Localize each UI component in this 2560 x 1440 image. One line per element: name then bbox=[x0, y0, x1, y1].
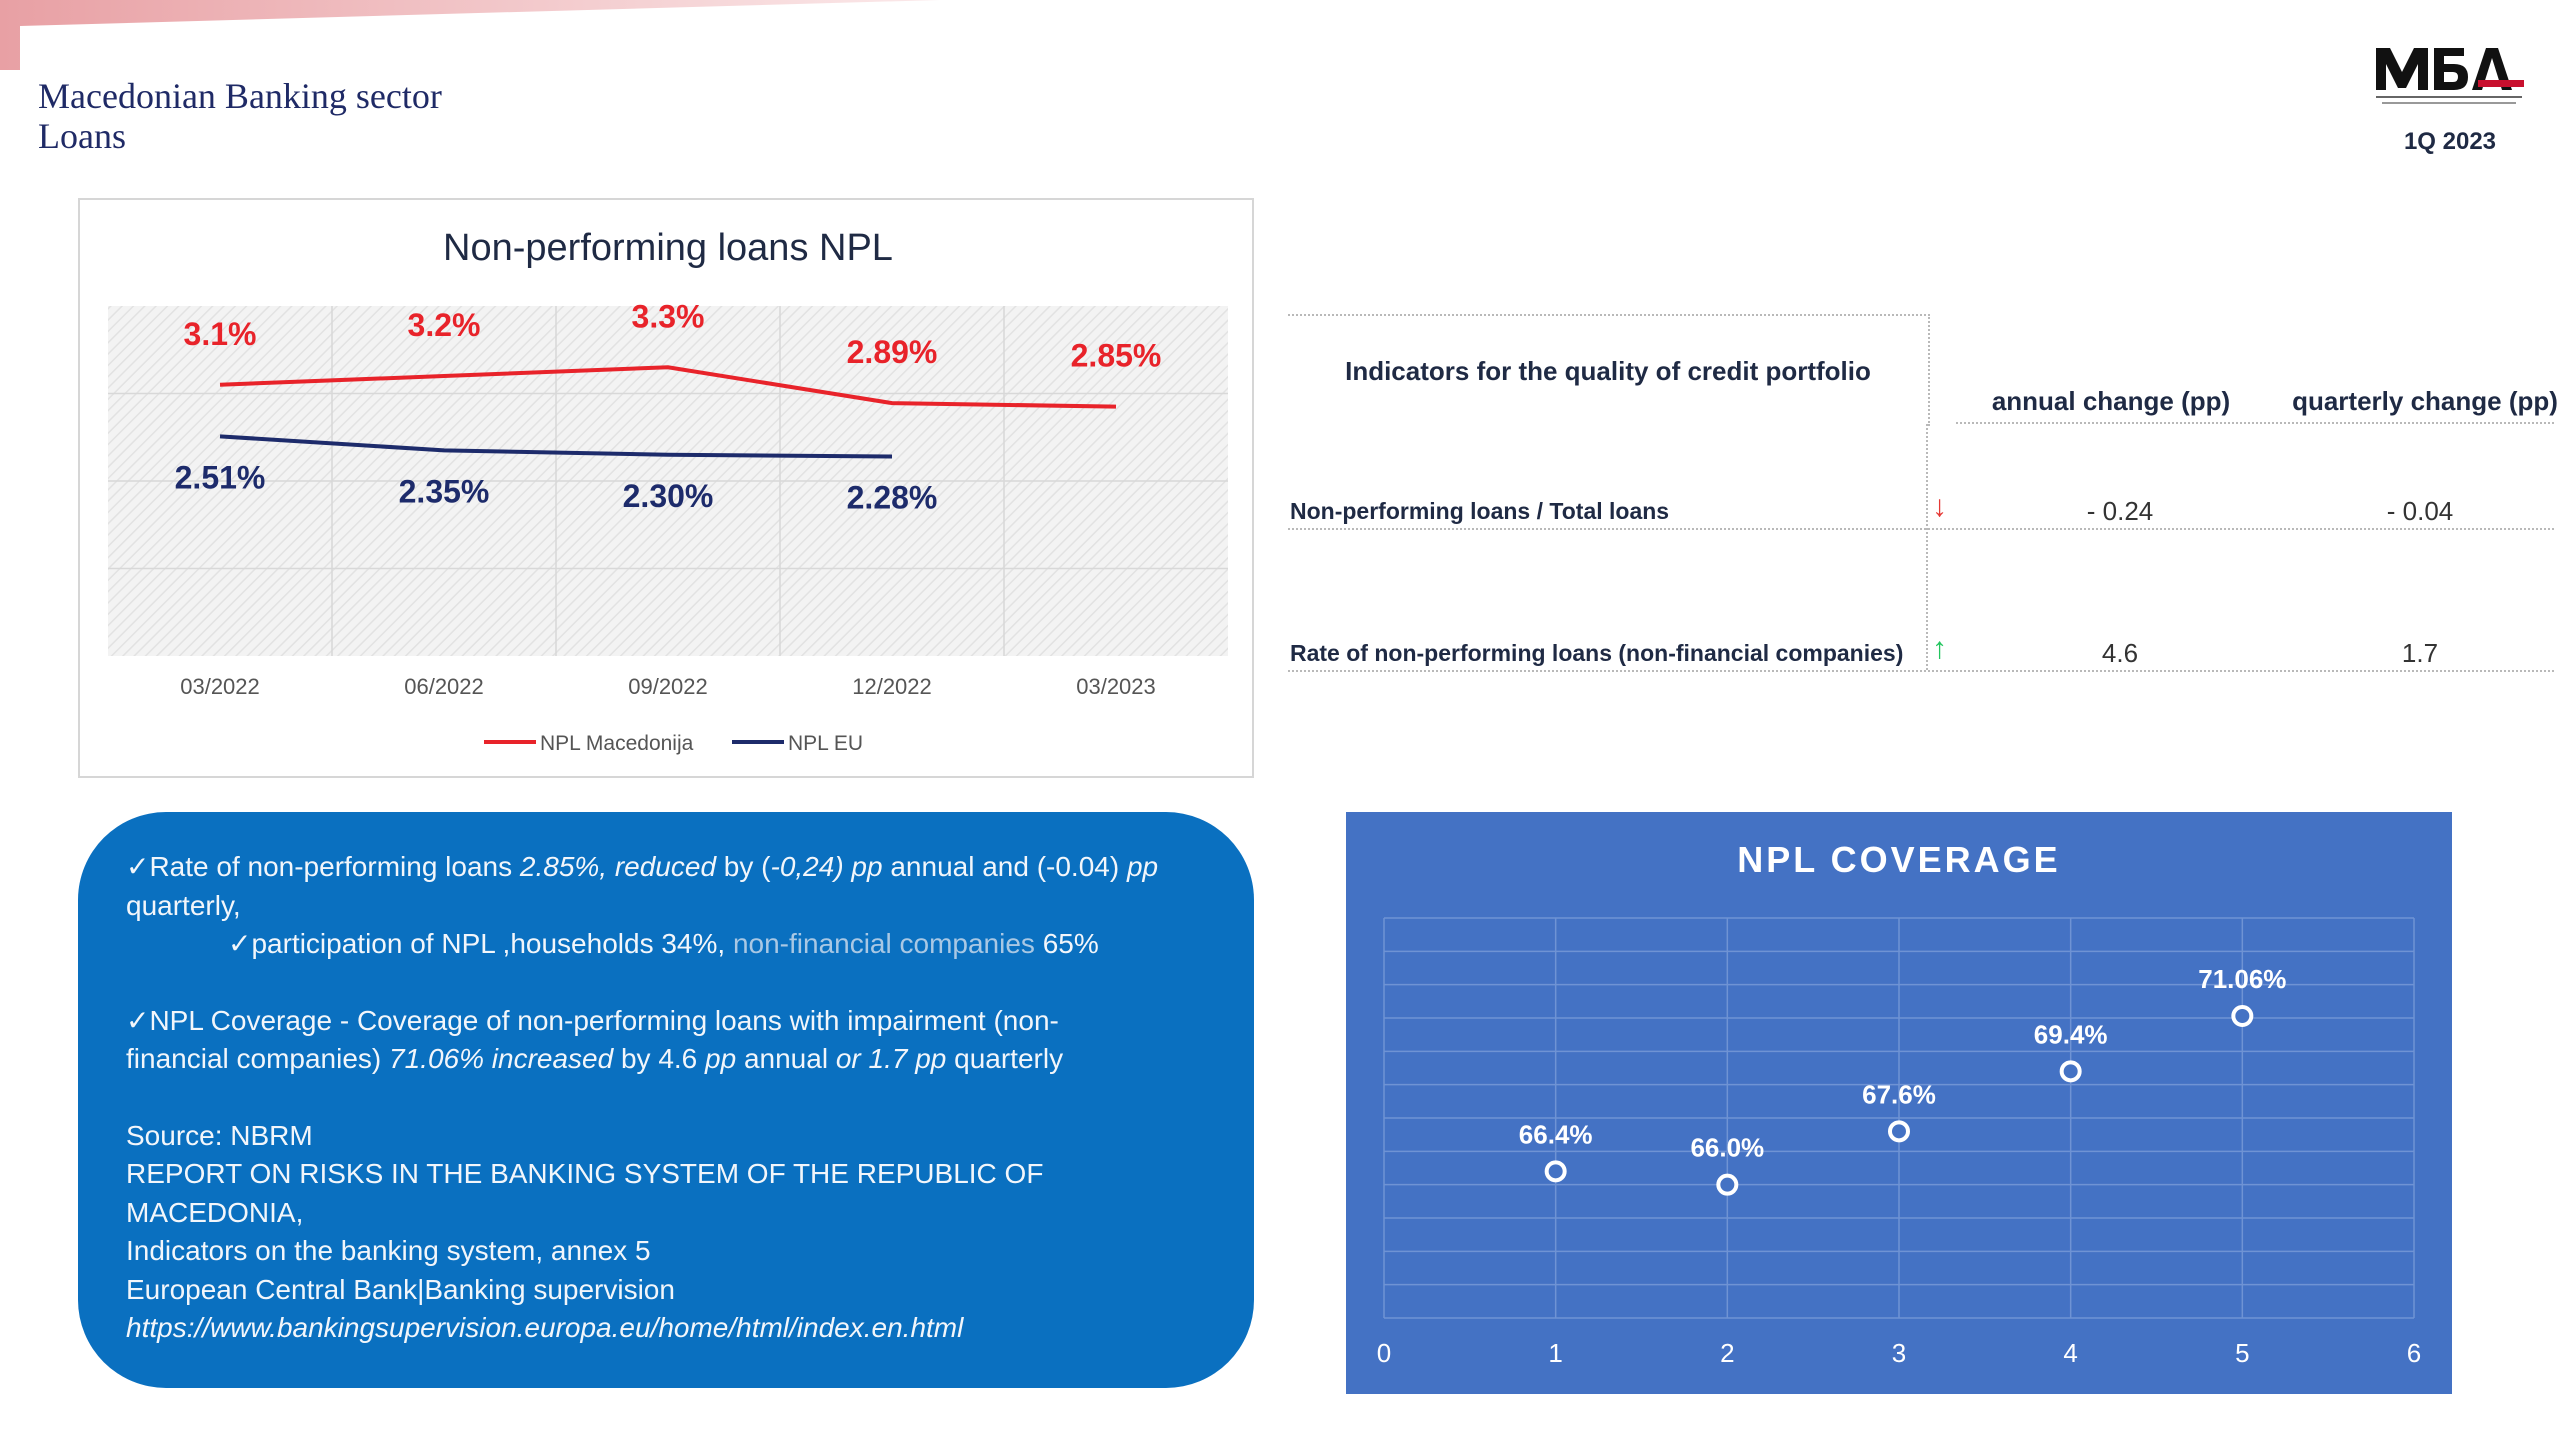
data-label-npl-macedonija: 2.89% bbox=[846, 334, 938, 371]
note-line: ✓Rate of non-performing loans 2.85%, reduced by (-0,24) pp annual and (-0.04) pp bbox=[126, 851, 1159, 882]
x-tick-label: 12/2022 bbox=[852, 674, 932, 699]
data-label-npl-eu: 2.28% bbox=[846, 479, 938, 516]
coverage-data-label: 67.6% bbox=[1862, 1079, 1936, 1110]
npl-chart bbox=[78, 198, 1254, 778]
data-label-npl-macedonija: 2.85% bbox=[1070, 337, 1162, 374]
header-decoration bbox=[0, 0, 960, 70]
npl-chart-svg bbox=[80, 200, 1256, 780]
note-line: ✓NPL Coverage - Coverage of non-performing loans with impairment (non- bbox=[126, 1004, 1059, 1036]
x-tick-label: 03/2023 bbox=[1076, 674, 1156, 699]
source-line: Indicators on the banking system, annex 5 bbox=[126, 1235, 651, 1266]
coverage-x-tick: 4 bbox=[2063, 1338, 2078, 1368]
arrow-down-icon: ↓ bbox=[1932, 490, 1947, 523]
notes-box bbox=[78, 812, 1254, 1388]
page-title-line1: Macedonian Banking sector bbox=[38, 76, 442, 116]
row-label-npl-nonfinancial: Rate of non-performing loans (non-financial companies) bbox=[1290, 640, 1904, 666]
data-label-npl-macedonija: 3.3% bbox=[631, 298, 705, 335]
coverage-data-label: 69.4% bbox=[2033, 1019, 2108, 1050]
value-quarterly-npl-nonfinancial: 1.7 bbox=[2401, 638, 2439, 668]
value-annual-npl-total: - 0.24 bbox=[2086, 496, 2154, 526]
table-divider bbox=[1956, 422, 2554, 424]
quarter-label: 1Q 2023 bbox=[2403, 128, 2497, 155]
coverage-data-label: 71.06% bbox=[2198, 964, 2287, 994]
coverage-x-tick: 3 bbox=[1891, 1338, 1907, 1368]
mba-logo-icon bbox=[2368, 30, 2528, 116]
coverage-point bbox=[2233, 1007, 2251, 1025]
data-label-npl-eu: 2.30% bbox=[622, 477, 714, 514]
legend-label: NPL Macedonija bbox=[540, 732, 694, 755]
page-title-line2: Loans bbox=[38, 116, 126, 156]
npl-coverage-chart bbox=[1346, 812, 2452, 1394]
value-annual-npl-nonfinancial: 4.6 bbox=[2101, 638, 2139, 668]
coverage-chart-title: NPL COVERAGE bbox=[1737, 839, 2061, 880]
col-header-quarterly: quarterly change (pp) bbox=[2292, 386, 2558, 416]
table-divider bbox=[1926, 424, 1928, 670]
source-link[interactable]: https://www.bankingsupervision.europa.eu/home/html/index.en.html bbox=[126, 1312, 964, 1343]
data-label-npl-eu: 2.35% bbox=[398, 473, 490, 510]
table-divider bbox=[1288, 528, 2554, 530]
page-title bbox=[38, 76, 442, 156]
npl-chart-title: Non-performing loans NPL bbox=[443, 227, 893, 269]
coverage-data-label: 66.0% bbox=[1690, 1132, 1765, 1163]
note-line: financial companies) 71.06% increased by 4.6 pp annual or 1.7 pp quarterly bbox=[126, 1043, 1064, 1074]
indicators-title: Indicators for the quality of credit portfolio bbox=[1288, 314, 1930, 426]
data-label-npl-macedonija: 3.2% bbox=[407, 307, 481, 343]
value-quarterly-npl-total: - 0.04 bbox=[2386, 496, 2454, 526]
table-divider bbox=[1288, 670, 2554, 672]
note-line: ✓participation of NPL ,households 34%, non-financial companies 65% bbox=[228, 928, 1099, 959]
coverage-point bbox=[1547, 1162, 1565, 1180]
coverage-point bbox=[1890, 1122, 1908, 1140]
legend-label: NPL EU bbox=[788, 732, 864, 755]
data-label-npl-macedonija: 3.1% bbox=[183, 315, 257, 352]
coverage-x-tick: 5 bbox=[2235, 1338, 2250, 1368]
coverage-point bbox=[2062, 1062, 2080, 1080]
source-line: European Central Bank|Banking supervision bbox=[126, 1273, 675, 1305]
col-header-annual: annual change (pp) bbox=[1991, 386, 2231, 416]
coverage-x-tick: 1 bbox=[1548, 1338, 1563, 1368]
source-line: Source: NBRM bbox=[126, 1119, 313, 1151]
coverage-data-label: 66.4% bbox=[1518, 1119, 1593, 1150]
row-label-npl-total: Non-performing loans / Total loans bbox=[1290, 498, 1670, 524]
arrow-up-icon: ↑ bbox=[1932, 632, 1947, 665]
coverage-x-tick: 0 bbox=[1376, 1338, 1392, 1368]
coverage-x-tick: 2 bbox=[1720, 1338, 1735, 1368]
note-line: quarterly, bbox=[126, 889, 241, 921]
coverage-point bbox=[1718, 1176, 1736, 1194]
coverage-x-tick: 6 bbox=[2406, 1338, 2422, 1368]
x-tick-label: 09/2022 bbox=[628, 674, 708, 699]
x-tick-label: 06/2022 bbox=[404, 674, 484, 699]
x-tick-label: 03/2022 bbox=[180, 674, 260, 699]
data-label-npl-eu: 2.51% bbox=[174, 459, 266, 496]
npl-coverage-svg bbox=[1346, 812, 2452, 1394]
source-line: REPORT ON RISKS IN THE BANKING SYSTEM OF THE REPUBLIC OF MACEDONIA, bbox=[126, 1158, 1044, 1228]
